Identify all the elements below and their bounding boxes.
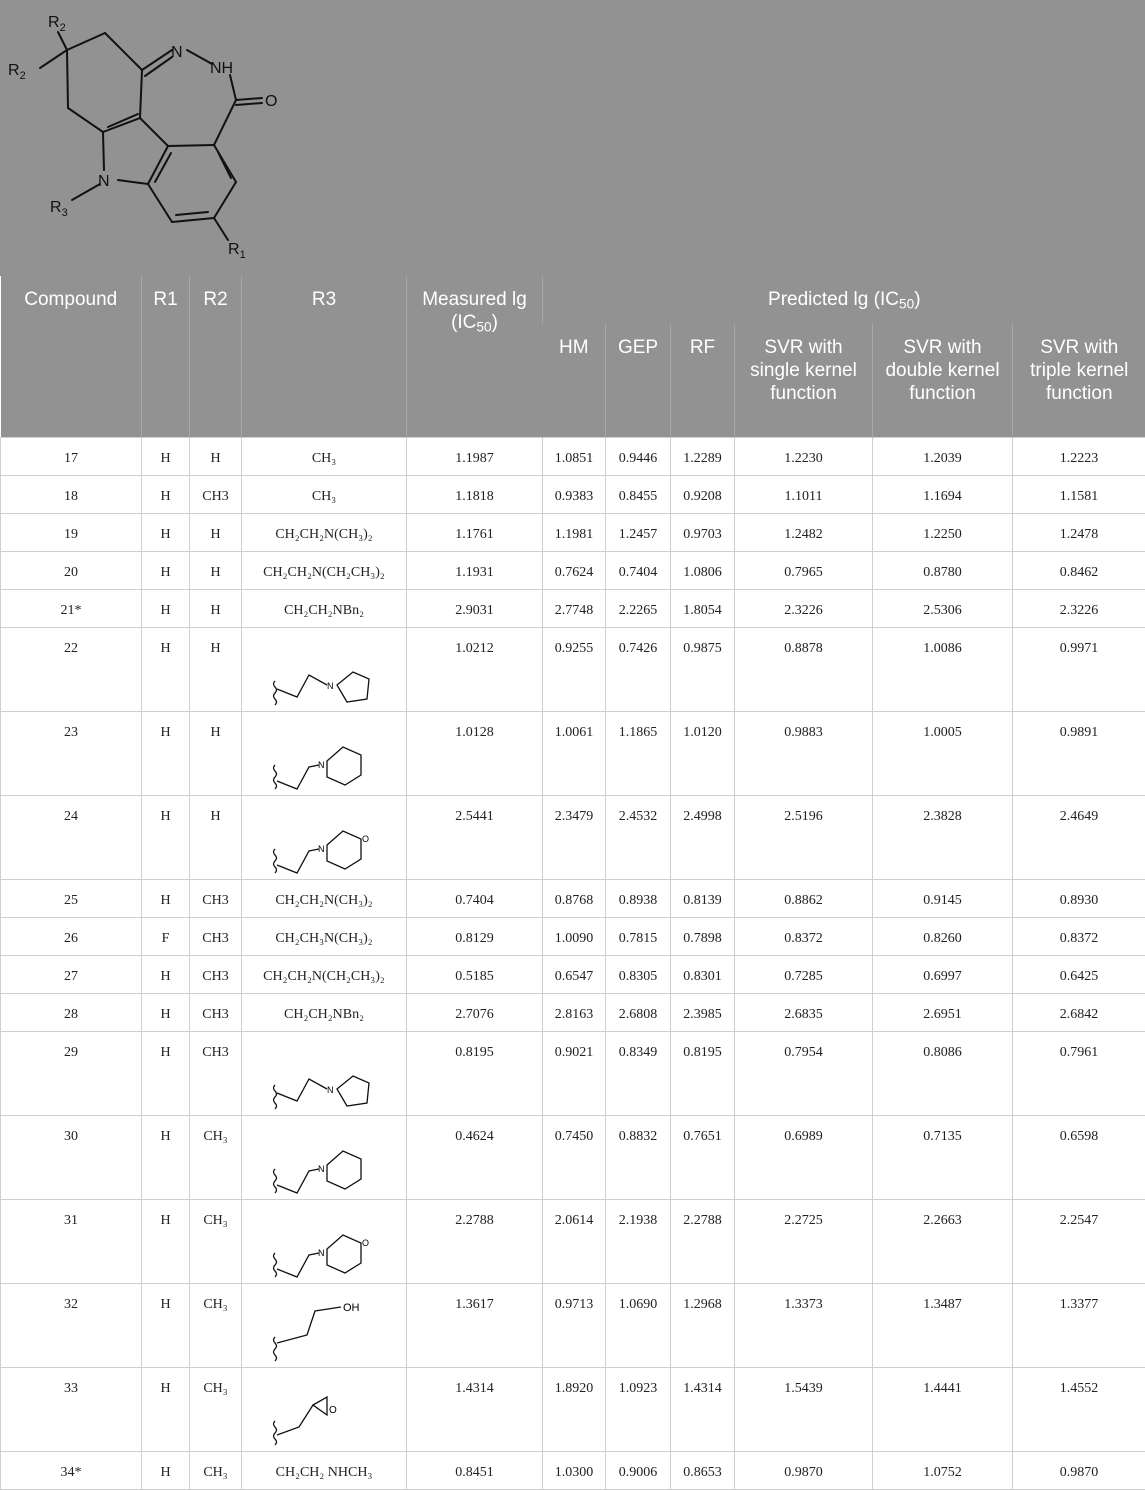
cell-hm: 2.3479 bbox=[543, 796, 606, 880]
cell-gep: 0.7404 bbox=[606, 552, 671, 590]
header-compound: Compound bbox=[1, 276, 142, 438]
cell-svr2: 0.9145 bbox=[873, 880, 1013, 918]
cell-svr2: 1.3487 bbox=[873, 1284, 1013, 1368]
cell-hm: 2.7748 bbox=[543, 590, 606, 628]
header-svr-double: SVR with double kernel function bbox=[873, 324, 1013, 438]
cell-compound: 25 bbox=[1, 880, 142, 918]
cell-svr3: 2.4649 bbox=[1013, 796, 1145, 880]
cell-measured: 1.1987 bbox=[407, 438, 543, 476]
scaffold-structure-panel bbox=[0, 0, 1145, 276]
header-r2: R2 bbox=[190, 276, 242, 438]
r2-top-label: $R_2$ bbox=[48, 14, 66, 34]
header-svr-triple: SVR with triple kernel function bbox=[1013, 324, 1145, 438]
n-atom-label: N bbox=[318, 1248, 325, 1258]
cell-gep: 0.7815 bbox=[606, 918, 671, 956]
r3-structure-pyrrolidine bbox=[269, 1051, 379, 1113]
cell-rf: 0.8139 bbox=[671, 880, 735, 918]
n-atom-label: N bbox=[327, 1085, 334, 1095]
cell-svr3: 0.9971 bbox=[1013, 628, 1145, 712]
cell-hm: 0.9021 bbox=[543, 1032, 606, 1116]
cell-compound: 31 bbox=[1, 1200, 142, 1284]
n-atom-label: N bbox=[318, 1164, 325, 1174]
r3-structure-oxiranylmethyl bbox=[269, 1387, 379, 1449]
scaffold-structure-drawing bbox=[0, 0, 300, 270]
table-row bbox=[1, 1116, 1145, 1200]
cell-rf: 0.8301 bbox=[671, 956, 735, 994]
o-atom-label: O bbox=[362, 834, 369, 844]
cell-svr2: 0.8086 bbox=[873, 1032, 1013, 1116]
cell-svr3: 1.2223 bbox=[1013, 438, 1145, 476]
cell-r1: H bbox=[142, 880, 190, 918]
cell-measured: 1.0128 bbox=[407, 712, 543, 796]
cell-r2: H bbox=[190, 590, 242, 628]
cell-r2: CH3 bbox=[190, 994, 242, 1032]
table-row bbox=[1, 994, 1145, 1032]
header-r3: R3 bbox=[242, 276, 407, 438]
cell-svr2: 0.8780 bbox=[873, 552, 1013, 590]
cell-svr1: 2.5196 bbox=[735, 796, 873, 880]
cell-r3 bbox=[242, 1368, 407, 1452]
cell-svr3: 1.2478 bbox=[1013, 514, 1145, 552]
cell-compound: 22 bbox=[1, 628, 142, 712]
cell-rf: 1.0806 bbox=[671, 552, 735, 590]
table-row bbox=[1, 1368, 1145, 1452]
header-r1: R1 bbox=[142, 276, 190, 438]
cell-r2: H bbox=[190, 712, 242, 796]
cell-svr3: 0.8372 bbox=[1013, 918, 1145, 956]
cell-gep: 2.6808 bbox=[606, 994, 671, 1032]
cell-svr1: 0.9883 bbox=[735, 712, 873, 796]
cell-rf: 0.8195 bbox=[671, 1032, 735, 1116]
cell-r3 bbox=[242, 1284, 407, 1368]
cell-r2: CH₃ bbox=[190, 1116, 242, 1200]
cell-measured: 2.9031 bbox=[407, 590, 543, 628]
table-body bbox=[1, 438, 1145, 1490]
cell-r2: CH3 bbox=[190, 918, 242, 956]
cell-svr1: 2.2725 bbox=[735, 1200, 873, 1284]
nh-label: NH bbox=[210, 60, 233, 77]
cell-rf: 1.2968 bbox=[671, 1284, 735, 1368]
o-atom-label: O bbox=[329, 1405, 337, 1416]
header-predicted: Predicted $\lg (IC_{50})$ bbox=[543, 276, 1145, 324]
cell-r2: CH₃ bbox=[190, 1200, 242, 1284]
cell-r3 bbox=[242, 1200, 407, 1284]
cell-compound: 17 bbox=[1, 438, 142, 476]
cell-svr2: 1.0752 bbox=[873, 1452, 1013, 1490]
cell-r1: H bbox=[142, 628, 190, 712]
cell-gep: 1.2457 bbox=[606, 514, 671, 552]
cell-compound: 32 bbox=[1, 1284, 142, 1368]
cell-measured: 0.4624 bbox=[407, 1116, 543, 1200]
cell-hm: 0.8768 bbox=[543, 880, 606, 918]
table-row bbox=[1, 514, 1145, 552]
cell-compound: 18 bbox=[1, 476, 142, 514]
cell-r3: CH₂CH₂NBn₂ bbox=[242, 994, 407, 1032]
cell-gep: 0.9446 bbox=[606, 438, 671, 476]
cell-svr1: 1.5439 bbox=[735, 1368, 873, 1452]
cell-r3 bbox=[242, 712, 407, 796]
cell-gep: 0.8349 bbox=[606, 1032, 671, 1116]
cell-r3: CH₃ bbox=[242, 476, 407, 514]
cell-hm: 0.9383 bbox=[543, 476, 606, 514]
cell-measured: 0.8195 bbox=[407, 1032, 543, 1116]
cell-svr2: 2.3828 bbox=[873, 796, 1013, 880]
cell-svr2: 2.2663 bbox=[873, 1200, 1013, 1284]
cell-r3 bbox=[242, 796, 407, 880]
n-atom-label: N bbox=[318, 760, 325, 770]
cell-r1: H bbox=[142, 476, 190, 514]
cell-svr3: 0.8462 bbox=[1013, 552, 1145, 590]
cell-compound: 33 bbox=[1, 1368, 142, 1452]
cell-gep: 1.0690 bbox=[606, 1284, 671, 1368]
cell-svr1: 0.8878 bbox=[735, 628, 873, 712]
cell-hm: 0.6547 bbox=[543, 956, 606, 994]
cell-r2: CH₃ bbox=[190, 1452, 242, 1490]
cell-r3: CH₂CH₂N(CH₂CH₃)₂ bbox=[242, 552, 407, 590]
indole-n-label: N bbox=[98, 173, 110, 190]
cell-svr1: 2.3226 bbox=[735, 590, 873, 628]
cell-svr3: 0.8930 bbox=[1013, 880, 1145, 918]
table-row bbox=[1, 628, 1145, 712]
table-row bbox=[1, 1032, 1145, 1116]
cell-measured: 0.7404 bbox=[407, 880, 543, 918]
cell-gep: 1.0923 bbox=[606, 1368, 671, 1452]
cell-svr2: 1.0086 bbox=[873, 628, 1013, 712]
cell-r1: H bbox=[142, 1368, 190, 1452]
cell-gep: 0.8832 bbox=[606, 1116, 671, 1200]
cell-svr3: 1.4552 bbox=[1013, 1368, 1145, 1452]
cell-rf: 0.7898 bbox=[671, 918, 735, 956]
cell-r2: H bbox=[190, 796, 242, 880]
cell-svr1: 0.7965 bbox=[735, 552, 873, 590]
cell-gep: 0.8938 bbox=[606, 880, 671, 918]
cell-r1: H bbox=[142, 1032, 190, 1116]
cell-svr2: 2.6951 bbox=[873, 994, 1013, 1032]
header-hm: HM bbox=[543, 324, 606, 438]
cell-hm: 1.8920 bbox=[543, 1368, 606, 1452]
r1-label: $R_1$ bbox=[228, 241, 246, 261]
cell-r3: CH₂CH₃N(CH₃)₂ bbox=[242, 918, 407, 956]
cell-r2: H bbox=[190, 628, 242, 712]
cell-svr2: 1.2039 bbox=[873, 438, 1013, 476]
r3-structure-morpholine bbox=[269, 1219, 379, 1281]
cell-compound: 19 bbox=[1, 514, 142, 552]
cell-r1: H bbox=[142, 590, 190, 628]
cell-rf: 1.0120 bbox=[671, 712, 735, 796]
cell-compound: 21* bbox=[1, 590, 142, 628]
table-row bbox=[1, 476, 1145, 514]
r3-structure-piperidine bbox=[269, 1135, 379, 1197]
cell-rf: 0.9703 bbox=[671, 514, 735, 552]
oh-label: OH bbox=[343, 1303, 360, 1314]
cell-svr2: 0.8260 bbox=[873, 918, 1013, 956]
n-atom-label: N bbox=[318, 844, 325, 854]
cell-r2: CH₃ bbox=[190, 1284, 242, 1368]
cell-svr1: 0.7954 bbox=[735, 1032, 873, 1116]
cell-r1: H bbox=[142, 438, 190, 476]
r2-left-label: $R_2$ bbox=[8, 62, 26, 82]
cell-hm: 1.0851 bbox=[543, 438, 606, 476]
table-row bbox=[1, 552, 1145, 590]
cell-measured: 1.4314 bbox=[407, 1368, 543, 1452]
cell-gep: 0.8305 bbox=[606, 956, 671, 994]
cell-svr3: 1.1581 bbox=[1013, 476, 1145, 514]
o-atom-label: O bbox=[362, 1238, 369, 1248]
cell-r2: H bbox=[190, 552, 242, 590]
cell-compound: 28 bbox=[1, 994, 142, 1032]
cell-compound: 24 bbox=[1, 796, 142, 880]
cell-compound: 26 bbox=[1, 918, 142, 956]
cell-r3: CH₂CH₂N(CH₃)₂ bbox=[242, 514, 407, 552]
cell-svr1: 1.1011 bbox=[735, 476, 873, 514]
cell-r3: CH₂CH₂N(CH₂CH₃)₂ bbox=[242, 956, 407, 994]
r3-structure-hydroxyethyl bbox=[269, 1303, 379, 1365]
cell-svr1: 2.6835 bbox=[735, 994, 873, 1032]
cell-compound: 34* bbox=[1, 1452, 142, 1490]
table-row bbox=[1, 1200, 1145, 1284]
cell-svr3: 1.3377 bbox=[1013, 1284, 1145, 1368]
cell-svr1: 0.9870 bbox=[735, 1452, 873, 1490]
r3-label: $R_3$ bbox=[50, 199, 68, 219]
cell-hm: 0.7624 bbox=[543, 552, 606, 590]
n-atom-label: N bbox=[327, 681, 334, 691]
header-measured: Measured $\lg (IC_{50})$ bbox=[407, 276, 543, 438]
cell-svr1: 1.2230 bbox=[735, 438, 873, 476]
cell-rf: 2.3985 bbox=[671, 994, 735, 1032]
cell-measured: 1.1818 bbox=[407, 476, 543, 514]
cell-r3: CH₂CH₂ NHCH₃ bbox=[242, 1452, 407, 1490]
cell-svr2: 1.0005 bbox=[873, 712, 1013, 796]
cell-r1: H bbox=[142, 994, 190, 1032]
cell-gep: 0.8455 bbox=[606, 476, 671, 514]
cell-rf: 2.4998 bbox=[671, 796, 735, 880]
cell-r2: H bbox=[190, 514, 242, 552]
cell-measured: 0.5185 bbox=[407, 956, 543, 994]
cell-r1: H bbox=[142, 712, 190, 796]
cell-hm: 0.7450 bbox=[543, 1116, 606, 1200]
cell-svr3: 2.3226 bbox=[1013, 590, 1145, 628]
cell-rf: 1.4314 bbox=[671, 1368, 735, 1452]
cell-svr1: 0.7285 bbox=[735, 956, 873, 994]
cell-r1: H bbox=[142, 1200, 190, 1284]
cell-r1: H bbox=[142, 1452, 190, 1490]
cell-r2: CH3 bbox=[190, 956, 242, 994]
cell-measured: 0.8129 bbox=[407, 918, 543, 956]
cell-svr3: 0.6425 bbox=[1013, 956, 1145, 994]
cell-r2: CH3 bbox=[190, 476, 242, 514]
cell-svr2: 0.6997 bbox=[873, 956, 1013, 994]
table-row bbox=[1, 796, 1145, 880]
cell-hm: 0.9255 bbox=[543, 628, 606, 712]
cell-gep: 0.9006 bbox=[606, 1452, 671, 1490]
ic50-table bbox=[0, 276, 1145, 1490]
cell-compound: 23 bbox=[1, 712, 142, 796]
table-row bbox=[1, 590, 1145, 628]
table-row bbox=[1, 1284, 1145, 1368]
cell-svr3: 2.6842 bbox=[1013, 994, 1145, 1032]
cell-hm: 0.9713 bbox=[543, 1284, 606, 1368]
cell-rf: 2.2788 bbox=[671, 1200, 735, 1284]
cell-r3 bbox=[242, 1032, 407, 1116]
cell-measured: 1.3617 bbox=[407, 1284, 543, 1368]
r3-structure-morpholine bbox=[269, 815, 379, 877]
cell-measured: 1.1761 bbox=[407, 514, 543, 552]
cell-r3: CH₃ bbox=[242, 438, 407, 476]
cell-r2: H bbox=[190, 438, 242, 476]
cell-r1: H bbox=[142, 796, 190, 880]
cell-r3: CH₂CH₂NBn₂ bbox=[242, 590, 407, 628]
header-rf: RF bbox=[671, 324, 735, 438]
cell-r2: CH₃ bbox=[190, 1368, 242, 1452]
r3-structure-pyrrolidine bbox=[269, 647, 379, 709]
cell-hm: 1.0061 bbox=[543, 712, 606, 796]
cell-rf: 0.9875 bbox=[671, 628, 735, 712]
cell-r2: CH3 bbox=[190, 1032, 242, 1116]
imine-n-label: N bbox=[171, 44, 183, 61]
cell-svr1: 1.2482 bbox=[735, 514, 873, 552]
cell-rf: 1.8054 bbox=[671, 590, 735, 628]
cell-r1: H bbox=[142, 1116, 190, 1200]
cell-hm: 2.0614 bbox=[543, 1200, 606, 1284]
cell-rf: 0.9208 bbox=[671, 476, 735, 514]
cell-svr2: 2.5306 bbox=[873, 590, 1013, 628]
cell-svr3: 0.6598 bbox=[1013, 1116, 1145, 1200]
cell-gep: 2.2265 bbox=[606, 590, 671, 628]
cell-svr3: 0.9891 bbox=[1013, 712, 1145, 796]
cell-r1: H bbox=[142, 956, 190, 994]
cell-svr1: 0.8372 bbox=[735, 918, 873, 956]
cell-r1: F bbox=[142, 918, 190, 956]
cell-measured: 1.1931 bbox=[407, 552, 543, 590]
cell-svr2: 0.7135 bbox=[873, 1116, 1013, 1200]
cell-gep: 2.1938 bbox=[606, 1200, 671, 1284]
cell-svr1: 1.3373 bbox=[735, 1284, 873, 1368]
table-row bbox=[1, 880, 1145, 918]
cell-svr1: 0.8862 bbox=[735, 880, 873, 918]
cell-compound: 29 bbox=[1, 1032, 142, 1116]
cell-gep: 1.1865 bbox=[606, 712, 671, 796]
cell-rf: 0.8653 bbox=[671, 1452, 735, 1490]
cell-measured: 2.5441 bbox=[407, 796, 543, 880]
cell-svr3: 0.7961 bbox=[1013, 1032, 1145, 1116]
cell-hm: 2.8163 bbox=[543, 994, 606, 1032]
cell-hm: 1.1981 bbox=[543, 514, 606, 552]
cell-svr1: 0.6989 bbox=[735, 1116, 873, 1200]
cell-r2: CH3 bbox=[190, 880, 242, 918]
cell-compound: 20 bbox=[1, 552, 142, 590]
cell-gep: 0.7426 bbox=[606, 628, 671, 712]
cell-gep: 2.4532 bbox=[606, 796, 671, 880]
cell-hm: 1.0300 bbox=[543, 1452, 606, 1490]
cell-svr3: 0.9870 bbox=[1013, 1452, 1145, 1490]
cell-svr2: 1.1694 bbox=[873, 476, 1013, 514]
header-gep: GEP bbox=[606, 324, 671, 438]
cell-measured: 2.2788 bbox=[407, 1200, 543, 1284]
cell-svr3: 2.2547 bbox=[1013, 1200, 1145, 1284]
cell-rf: 1.2289 bbox=[671, 438, 735, 476]
table-row bbox=[1, 438, 1145, 476]
table-row bbox=[1, 956, 1145, 994]
table-row bbox=[1, 918, 1145, 956]
cell-svr2: 1.4441 bbox=[873, 1368, 1013, 1452]
cell-r1: H bbox=[142, 552, 190, 590]
r3-structure-piperidine bbox=[269, 731, 379, 793]
cell-measured: 0.8451 bbox=[407, 1452, 543, 1490]
header-svr-single: SVR with single kernel function bbox=[735, 324, 873, 438]
cell-rf: 0.7651 bbox=[671, 1116, 735, 1200]
table-row bbox=[1, 712, 1145, 796]
carbonyl-o-label: O bbox=[265, 93, 277, 110]
cell-compound: 30 bbox=[1, 1116, 142, 1200]
cell-measured: 1.0212 bbox=[407, 628, 543, 712]
cell-measured: 2.7076 bbox=[407, 994, 543, 1032]
cell-r1: H bbox=[142, 1284, 190, 1368]
cell-r3 bbox=[242, 628, 407, 712]
cell-r1: H bbox=[142, 514, 190, 552]
cell-r3 bbox=[242, 1116, 407, 1200]
cell-r3: CH₂CH₂N(CH₃)₂ bbox=[242, 880, 407, 918]
cell-compound: 27 bbox=[1, 956, 142, 994]
cell-hm: 1.0090 bbox=[543, 918, 606, 956]
cell-svr2: 1.2250 bbox=[873, 514, 1013, 552]
